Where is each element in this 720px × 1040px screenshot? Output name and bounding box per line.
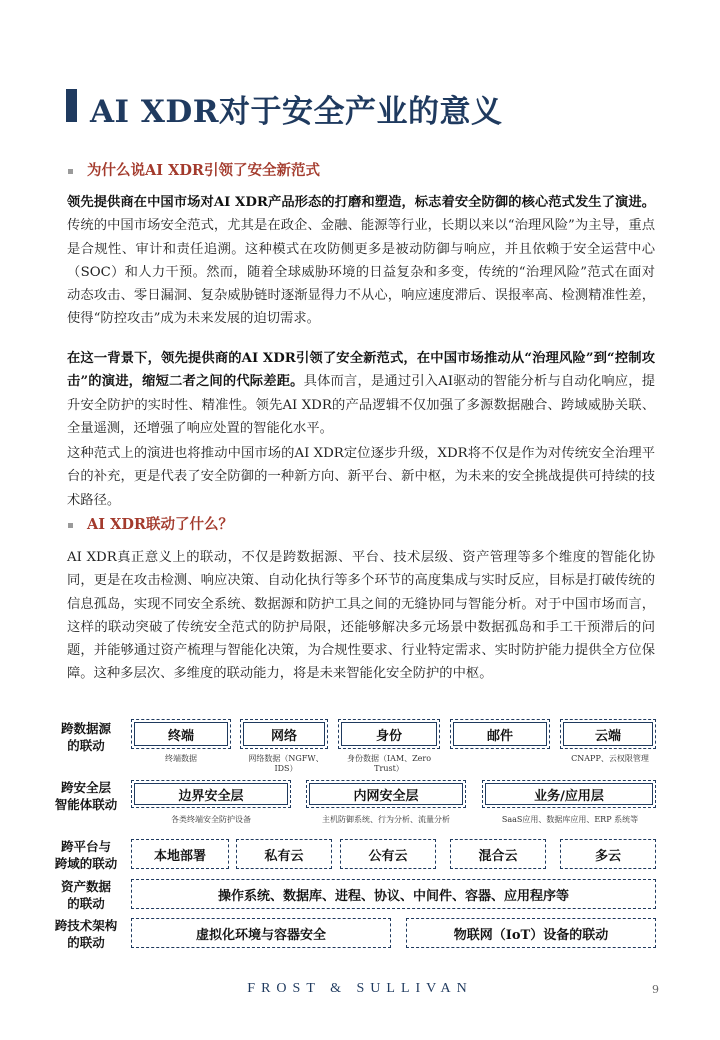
page-title: AI XDR对于安全产业的意义 (90, 94, 503, 130)
row-label-asset-data: 资产数据 的联动 (60, 879, 111, 911)
sub-intranet-layer: 主机防御系统、行为分析、流量分析 (322, 815, 450, 824)
box-email: 邮件 (450, 719, 550, 749)
paragraph-1-lead: 领先提供商在中国市场对AI XDR产品形态的打磨和塑造，标志着安全防御的核心范式发生了演进。 (67, 195, 655, 210)
box-application-layer: 业务/应用层 (482, 780, 656, 808)
box-on-premise: 本地部署 (131, 839, 229, 869)
box-endpoint: 终端 (131, 719, 231, 749)
paragraph-2-body: 具体而言，是通过引入AI驱动的智能分析与自动化响应，提升安全防护的实时性、精准性。领先AI XDR的产品逻辑不仅加强了多源数据融合、跨域威胁关联、全量遥测，还增强了响应处置的智能化水平。 (67, 374, 655, 436)
paragraph-3: 这种范式上的演进也将推动中国市场的AI XDR定位逐步升级，XDR将不仅是作为对传统安全治理平台的补充，更是代表了安全防御的一种新方向、新平台、新中枢，为未来的安全挑战提供可持续的技术路径。 (67, 446, 655, 508)
paragraph-1 (67, 191, 655, 331)
sub-cloud: CNAPP、云权限管理 (571, 754, 649, 763)
box-public-cloud: 公有云 (340, 839, 436, 869)
paragraph-4: AI XDR真正意义上的联动，不仅是跨数据源、平台、技术层级、资产管理等多个维度的智能化协同，更是在攻击检测、响应决策、自动化执行等多个环节的高度集成与实时反应，目标是打破传统的信息孤岛，实现不同安全系统、数据源和防护工具之间的无缝协同与智能分析。对于中国市场而言，这样的联动突破了传统安全范式的防护局限，还能够解决多元场景中数据孤岛和手工干预滞后的问题，并能够通过资产梳理与智能化决策，为合规性要求、行业特定需求、实时防护能力提供全方位保障。这种多层次、多维度的联动能力，将是未来智能化安全防护的中枢。 (67, 550, 655, 682)
box-iot-devices: 物联网（IoT）设备的联动 (406, 918, 656, 948)
row-label-platform-domain: 跨平台与 跨域的联动 (54, 839, 118, 871)
row-label-tech-architecture: 跨技术架构 的联动 (54, 918, 118, 950)
bullet-icon (68, 523, 73, 528)
bullet-icon (68, 169, 73, 174)
sub-endpoint: 终端数据 (165, 754, 197, 763)
box-virtualization-container: 虚拟化环境与容器安全 (131, 918, 391, 948)
box-asset-data: 操作系统、数据库、进程、协议、中间件、容器、应用程序等 (131, 879, 656, 909)
sub-identity: 身份数据（IAM、Zero Trust） (346, 754, 432, 773)
paragraph-2 (67, 347, 655, 440)
section-heading-1-text: 为什么说AI XDR引领了安全新范式 (87, 162, 320, 179)
footer-brand: FROST & SULLIVAN (247, 981, 473, 996)
box-network: 网络 (240, 719, 328, 749)
row-label-data-source: 跨数据源 的联动 (60, 721, 111, 753)
box-multi-cloud: 多云 (560, 839, 656, 869)
box-perimeter-layer: 边界安全层 (131, 780, 291, 808)
section-heading-2 (68, 513, 233, 534)
row-label-security-layer: 跨安全层 智能体联动 (54, 780, 118, 812)
box-private-cloud: 私有云 (236, 839, 332, 869)
box-intranet-layer: 内网安全层 (306, 780, 466, 808)
section-heading-1 (68, 159, 320, 180)
title-accent-bar (66, 89, 77, 122)
paragraph-1-body: 传统的中国市场安全范式，尤其是在政企、金融、能源等行业，长期以来以“治理风险”为主导，重点是合规性、审计和责任追溯。这种模式在攻防侧更多是被动防御与响应，并且依赖于安全运营中心（SOC）和人力干预。然而，随着全球威胁环境的日益复杂和多变，传统的“治理风险”范式在面对动态攻击、零日漏洞、复杂威胁链时逐渐显得力不从心，响应速度滞后、误报率高、检测精准性差，使得“防控攻击”成为未来发展的迫切需求。 (67, 218, 655, 327)
sub-network: 网络数据（NGFW、IDS） (248, 754, 324, 773)
box-hybrid-cloud: 混合云 (450, 839, 546, 869)
page-number: 9 (652, 983, 659, 996)
paragraph-2-lead: 在这一背景下，领先提供商的AI XDR引领了安全新范式，在中国市场推动从“治理风险”到“控制攻击”的演进，缩短二者之间的代际差距。 (67, 351, 655, 390)
box-cloud: 云端 (560, 719, 656, 749)
sub-application-layer: SaaS应用、数据库应用、ERP 系统等 (501, 815, 639, 824)
box-identity: 身份 (338, 719, 440, 749)
section-heading-2-text: AI XDR联动了什么？ (87, 516, 233, 533)
sub-perimeter-layer: 各类终端安全防护设备 (171, 815, 251, 824)
